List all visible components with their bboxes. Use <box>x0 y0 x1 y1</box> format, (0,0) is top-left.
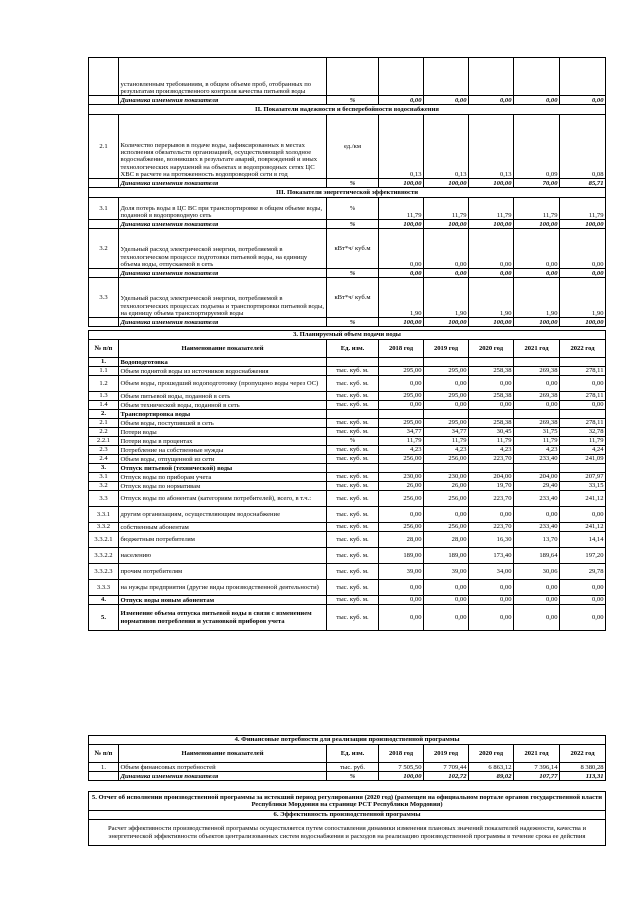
table-row: 3.3.2.1 бюджетным потребителям тыс. куб. м. 28,00 28,00 16,30 13,70 14,14 <box>89 532 606 548</box>
row-name: собственным абонентам <box>119 523 327 532</box>
row-name: Отпуск питьевой (технической) воды <box>119 464 327 473</box>
row-name: Потребление на собственные нужды <box>119 446 327 455</box>
row-number: 1. <box>89 358 119 367</box>
row-number: 1.2 <box>89 376 119 392</box>
table-header: № п/п Наименование показателей Ед. изм. 2018 год 2019 год 2020 год 2021 год 2022 год <box>89 340 606 358</box>
dynamics-row: Динамика изменения показателя % 100,00 100,00 100,00 100,00 100,00 <box>89 318 606 327</box>
row-name: Отпуск воды новым абонентам <box>119 596 327 605</box>
row-name: Отпуск воды по нормативам <box>119 482 327 491</box>
indicators-table <box>88 57 606 327</box>
table-row: 2.2 Потери воды тыс. куб. м. 34,77 34,77 30,45 31,75 32,78 <box>89 428 606 437</box>
indicator-row: 3.1 Доля потерь воды в ЦС ВС при транспортировке в общем объеме воды, поданной в водопроводную сеть % 11,79 11,79 11,79 11,79 11,79 <box>89 198 606 220</box>
indicator-row: 3.2 Удельный расход электрической энергии, потребляемой в технологическом процессе подготовки питьевой воды, на единицу объема воды, отпускаемой в сеть кВт*ч/ куб.м 0,00 0,00 0,00 0,00 0,00 <box>89 229 606 269</box>
efficiency-text: Расчет эффективности производственной программы осуществляется путем сопоставления динамики изменения плановых значений показателей надежности, качества и энергетической эффективности объектов централизованных систем водоснабжения и расходов на реализацию производственной программы в течение срока ее действия <box>89 820 606 846</box>
table-header: № п/п Наименование показателей Ед. изм. 2018 год 2019 год 2020 год 2021 год 2022 год <box>89 745 606 763</box>
row-number: 5. <box>89 605 119 631</box>
row-number: 1.4 <box>89 401 119 410</box>
report-table <box>88 791 606 846</box>
row-number: 3.3.3 <box>89 580 119 596</box>
table-row: 1.2 Объем воды, прошедший водоподготовку (пропущено воды через ОС) тыс. куб. м. 0,00 0,00 0,00 0,00 0,00 <box>89 376 606 392</box>
section-row <box>89 464 606 473</box>
row-number: 2.3 <box>89 446 119 455</box>
efficiency-title: 6. Эффективность производственной программы <box>89 811 606 820</box>
dynamics-label: Динамика изменения показателя <box>119 96 327 105</box>
report-title: 5. Отчет об исполнении производственной программы за истекший период регулирования (2020 год) (размещен на официальном портале органов государственной власти Республики Мордовия на странице РСТ Республики Мордовия) <box>89 792 606 811</box>
table-row: 2.4 Объем воды, отпущенной из сети тыс. куб. м. 256,00 256,00 223,70 233,40 241,09 <box>89 455 606 464</box>
table-row: 3.1 Отпуск воды по приборам учета тыс. куб. м. 230,00 230,00 204,00 204,00 207,97 <box>89 473 606 482</box>
table-row: 2.1 Объем воды, поступившей в сеть тыс. куб. м. 295,00 295,00 258,38 269,38 278,11 <box>89 419 606 428</box>
row-number: 1.3 <box>89 392 119 401</box>
row-number: 2.1 <box>89 419 119 428</box>
row-name: Водоподготовка <box>119 358 327 367</box>
table-row: 4. Отпуск воды новым абонентам тыс. куб. м. 0,00 0,00 0,00 0,00 0,00 <box>89 596 606 605</box>
row-number: 2.4 <box>89 455 119 464</box>
row-name: Объем питьевой воды, поданной в сеть <box>119 392 327 401</box>
row-number: 3.2 <box>89 482 119 491</box>
dynamics-row: Динамика изменения показателя % 100,00 102,72 89,02 107,77 113,31 <box>89 772 606 781</box>
row-name: Объем воды, поступившей в сеть <box>119 419 327 428</box>
row-number: 1.1 <box>89 367 119 376</box>
table-row: 3.3.1 другим организациям, осуществляющим водоснабжение тыс. куб. м. 0,00 0,00 0,00 0,00 0,00 <box>89 507 606 523</box>
row-number: 2. <box>89 410 119 419</box>
table-row: 1.4 Объем технической воды, поданной в сеть тыс. куб. м. 0,00 0,00 0,00 0,00 0,00 <box>89 401 606 410</box>
table-title: 3. Планируемый объем подачи воды <box>89 331 606 340</box>
table-row: 3.2 Отпуск воды по нормативам тыс. куб. м. 26,00 26,00 19,70 29,40 33,15 <box>89 482 606 491</box>
row-number: 3.3.2 <box>89 523 119 532</box>
row-number: 4. <box>89 596 119 605</box>
row-name: Объем воды, прошедший водоподготовку (пропущено воды через ОС) <box>119 376 327 392</box>
table-row: 2.3 Потребление на собственные нужды тыс. куб. м. 4,23 4,23 4,23 4,23 4,24 <box>89 446 606 455</box>
row-name: Отпуск воды по абонентам (категориям потребителей), всего, в т.ч.: <box>119 491 327 507</box>
table-row: 3.3.2.2 населению тыс. куб. м. 189,00 189,00 173,40 189,64 197,20 <box>89 548 606 564</box>
table-row: 2.2.1 Потери воды в процентах % 11,79 11,79 11,79 11,79 11,79 <box>89 437 606 446</box>
row-name: Потери воды <box>119 428 327 437</box>
row-name: Объем воды, отпущенной из сети <box>119 455 327 464</box>
table-row: 1.3 Объем питьевой воды, поданной в сеть тыс. куб. м. 295,00 295,00 258,38 269,38 278,11 <box>89 392 606 401</box>
row-name: другим организациям, осуществляющим водоснабжение <box>119 507 327 523</box>
row-number: 3.1 <box>89 473 119 482</box>
indicator-row: 2.1 Количество перерывов в подаче воды, зафиксированных в местах исполнения обязательств организацией, осуществляющей холодное водоснабжение, возникших в результате аварий, повреждений и иных технологических нарушений на объектах и водопроводных сетях ЦС ХВС в расчете на протяженность водопроводной сети в год ед./км 0,13 0,13 0,13 0,09 0,08 <box>89 115 606 179</box>
finance-table <box>88 735 606 781</box>
planned-volume-table <box>88 330 606 631</box>
row-name: прочим потребителям <box>119 564 327 580</box>
table-row: 3.3.3 на нужды предприятия (другие виды производственной деятельности) тыс. куб. м. 0,00 0,00 0,00 0,00 0,00 <box>89 580 606 596</box>
row-name: бюджетным потребителям <box>119 532 327 548</box>
dynamics-row: Динамика изменения показателя % 100,00 100,00 100,00 70,00 85,71 <box>89 179 606 188</box>
row-name: Изменение объема отпуска питьевой воды в связи с изменением нормативов потребления и установкой приборов учета <box>119 605 327 631</box>
section-row <box>89 410 606 419</box>
row-name: Транспортировка воды <box>119 410 327 419</box>
row-name: Объем технической воды, поданной в сеть <box>119 401 327 410</box>
table-row: 1. Объем финансовых потребностей тыс. руб. 7 505,50 7 709,44 6 863,12 7 396,14 8 380,28 <box>89 763 606 772</box>
table-row: 3.3.2.3 прочим потребителям тыс. куб. м. 39,00 39,00 34,00 30,06 29,78 <box>89 564 606 580</box>
row-name: населению <box>119 548 327 564</box>
row-name: Объем поднятой воды из источников водоснабжения <box>119 367 327 376</box>
dynamics-row: Динамика изменения показателя % 100,00 100,00 100,00 100,00 100,00 <box>89 220 606 229</box>
table-row: 5. Изменение объема отпуска питьевой воды в связи с изменением нормативов потребления и установкой приборов учета тыс. куб. м. 0,00 0,00 0,00 0,00 0,00 <box>89 605 606 631</box>
row-number: 2.2.1 <box>89 437 119 446</box>
row-name: на нужды предприятия (другие виды производственной деятельности) <box>119 580 327 596</box>
row-number: 3.3.1 <box>89 507 119 523</box>
table-row: 3.3 Отпуск воды по абонентам (категориям потребителей), всего, в т.ч.: тыс. куб. м. 256,00 256,00 223,70 233,40 241,12 <box>89 491 606 507</box>
row-number: 2.2 <box>89 428 119 437</box>
table-row: 1.1 Объем поднятой воды из источников водоснабжения тыс. куб. м. 295,00 295,00 258,38 269,38 278,11 <box>89 367 606 376</box>
row-name: Потери воды в процентах <box>119 437 327 446</box>
row-number: 3.3.2.2 <box>89 548 119 564</box>
row-number: 3.3.2.1 <box>89 532 119 548</box>
dynamics-row: Динамика изменения показателя % 0,00 0,00 0,00 0,00 0,00 <box>89 96 606 105</box>
section-row <box>89 358 606 367</box>
table-title: 4. Финансовые потребности для реализации производственной программы <box>89 736 606 745</box>
row-number: 3. <box>89 464 119 473</box>
continuation-text: установленным требованиям, в общем объеме проб, отобранных по результатам производственного контроля качества питьевой воды <box>119 58 327 96</box>
dynamics-row: Динамика изменения показателя % 0,00 0,00 0,00 0,00 0,00 <box>89 269 606 278</box>
indicator-row: 3.3 Удельный расход электрической энергии, потребляемой в технологических процессах подъема и транспортировки питьевой воды, на единицу объема транспортируемой воды кВт*ч/ куб.м 1,90 1,90 1,90 1,90 1,90 <box>89 278 606 318</box>
row-number: 3.3 <box>89 491 119 507</box>
table-row: 3.3.2 собственным абонентам тыс. куб. м. 256,00 256,00 223,70 233,40 241,12 <box>89 523 606 532</box>
section-title: III. Показатели энергетической эффективности <box>89 188 606 198</box>
row-name: Отпуск воды по приборам учета <box>119 473 327 482</box>
row-number: 3.3.2.3 <box>89 564 119 580</box>
section-title: II. Показатели надежности и бесперебойности водоснабжения <box>89 105 606 115</box>
